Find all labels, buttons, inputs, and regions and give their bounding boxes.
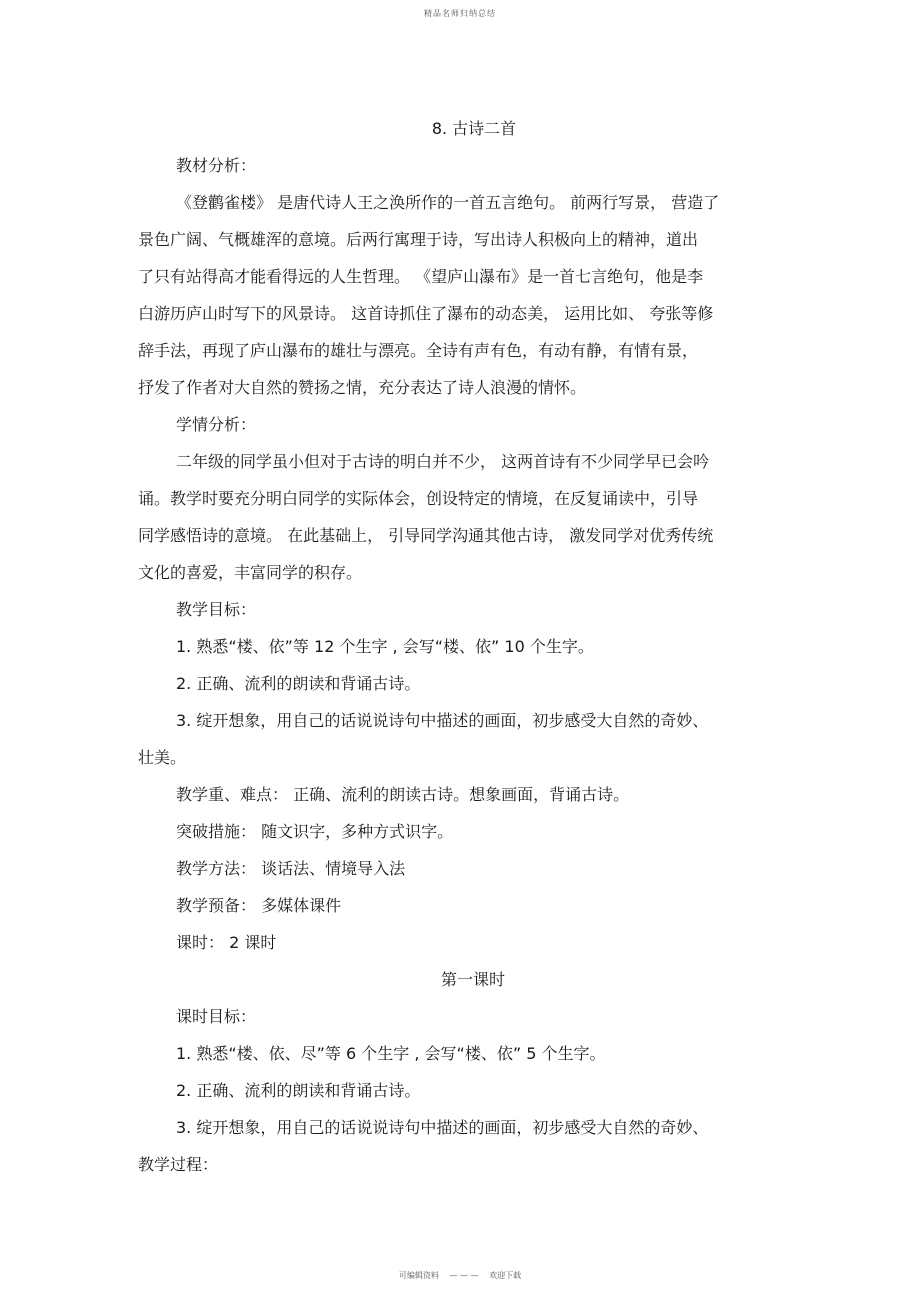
text-line: 3. 绽开想象，用自己的话说说诗句中描述的画面，初步感受大自然的奇妙、 [176,711,709,730]
text-line: 了只有站得高才能看得远的人生哲理。 《望庐山瀑布》是一首七言绝句，他是李 [138,267,704,286]
footer-right: 欢迎下载 [489,1271,522,1280]
text-line: 突破措施： 随文识字，多种方式识字。 [176,822,454,841]
footer-dashes: — — — [449,1271,479,1280]
text-line: 学情分析： [176,415,257,434]
text-line: 同学感悟诗的意境。 在此基础上， 引导同学沟通其他古诗， 激发同学对优秀传统 [138,526,714,545]
page-header: 精品名师归纳总结 [424,9,496,18]
section-heading: 第一课时 [440,970,505,989]
footer-left: 可编辑资料 [398,1271,439,1280]
page-footer [0,1270,920,1281]
text-line: 《登鹳雀楼》 是唐代诗人王之涣所作的一首五言绝句。 前两行写景， 营造了 [176,193,720,212]
text-line: 诵。教学时要充分明白同学的实际体会，创设特定的情境，在反复诵读中，引导 [138,489,699,508]
text-line: 教材分析： [176,156,257,175]
text-line: 壮美。 [138,748,187,767]
text-line: 1. 熟悉“楼、依”等 12 个生字 , 会写“楼、依” 10 个生字。 [176,637,594,656]
text-line: 教学重、难点： 正确、流利的朗读古诗。想象画面，背诵古诗。 [176,785,630,804]
text-line: 3. 绽开想象，用自己的话说说诗句中描述的画面，初步感受大自然的奇妙、 [176,1118,709,1137]
text-line: 1. 熟悉“楼、依、尽”等 6 个生字 , 会写“楼、依” 5 个生字。 [176,1044,606,1063]
text-line: 辞手法，再现了庐山瀑布的雄壮与漂亮。全诗有声有色，有动有静，有情有景， [138,341,699,360]
text-line: 教学过程： [138,1155,219,1174]
text-line: 教学目标： [176,600,257,619]
text-line: 文化的喜爱，丰富同学的积存。 [138,563,363,582]
text-line: 2. 正确、流利的朗读和背诵古诗。 [176,674,421,693]
document-title: 8. 古诗二首 [431,119,517,138]
text-line: 教学预备： 多媒体课件 [176,896,342,915]
text-line: 白游历庐山时写下的风景诗。 这首诗抓住了瀑布的动态美， 运用比如、 夸张等修 [138,304,714,323]
text-line: 教学方法： 谈话法、情境导入法 [176,859,406,878]
text-line: 课时目标： [176,1007,257,1026]
text-line: 二年级的同学虽小但对于古诗的明白并不少， 这两首诗有不少同学早已会吟 [176,452,710,471]
text-line: 抒发了作者对大自然的赞扬之情，充分表达了诗人浪漫的情怀。 [138,378,587,397]
text-line: 2. 正确、流利的朗读和背诵古诗。 [176,1081,421,1100]
text-lines [138,147,788,1183]
text-line: 景色广阔、气概雄浑的意境。后两行寓理于诗，写出诗人积极向上的精神，道出 [138,230,699,249]
document-body [138,110,788,1183]
text-line: 课时： 2 课时 [176,933,277,952]
